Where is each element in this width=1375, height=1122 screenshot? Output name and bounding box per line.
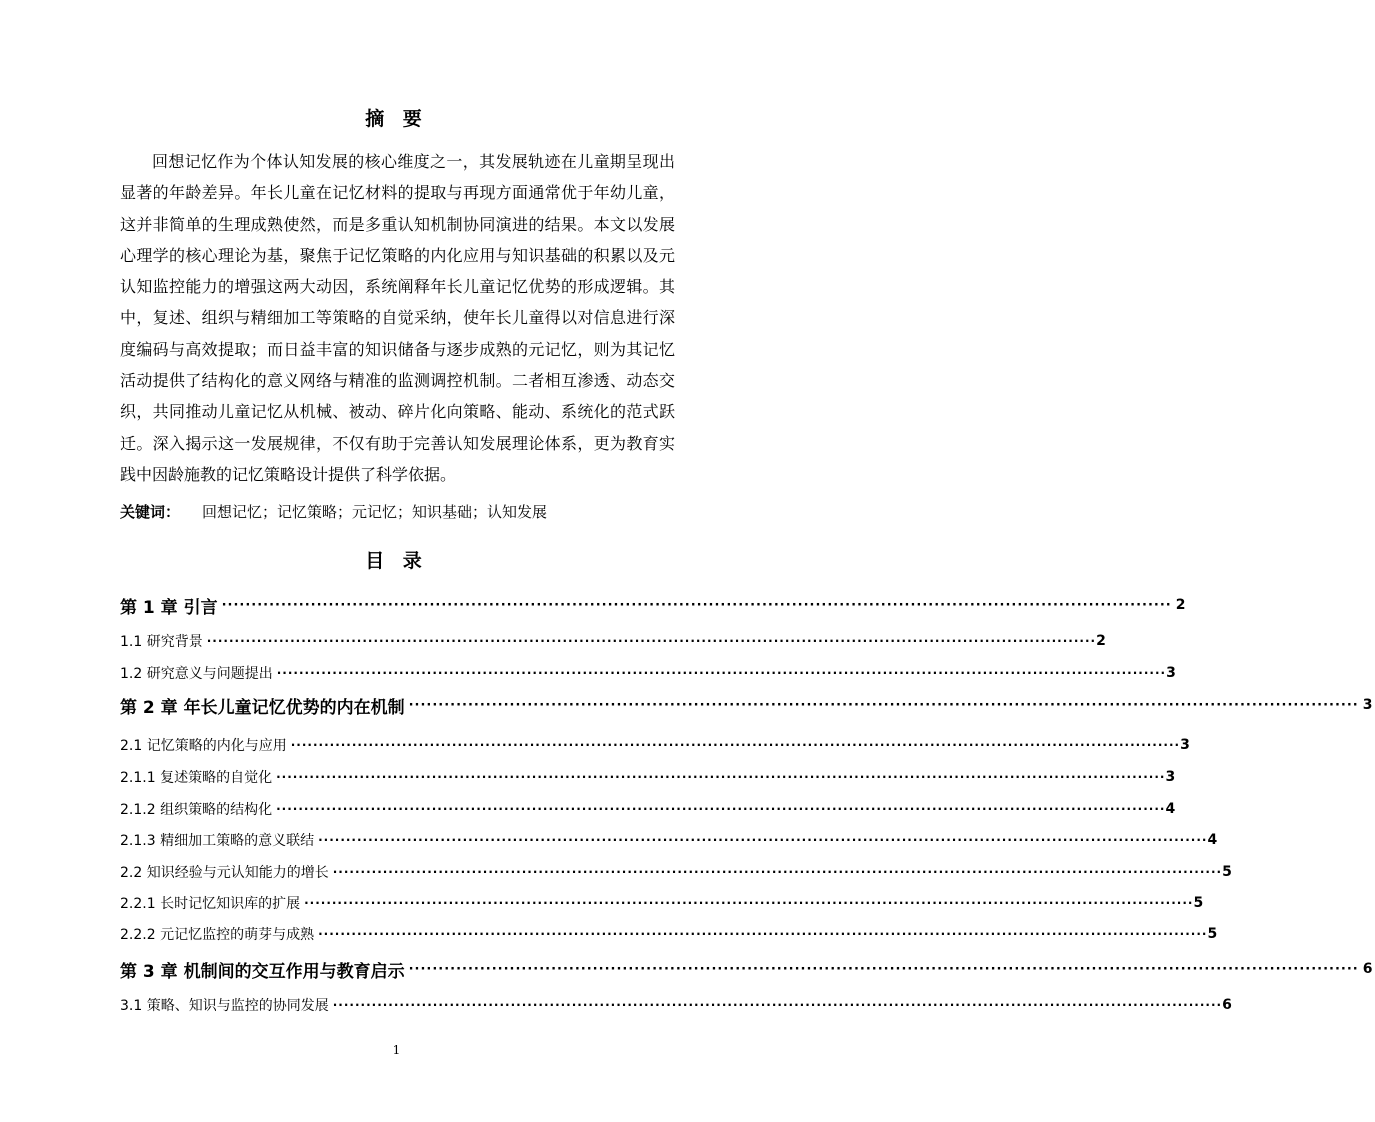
keywords-line — [120, 500, 680, 524]
keywords-list: 回想记忆；记忆策略；元记忆；知识基础；认知发展 — [202, 503, 548, 521]
toc-leader-dots: ································································································································································ — [221, 597, 1172, 613]
toc-section-entry — [120, 628, 1106, 654]
toc-entry-title: 2.2.1 长时记忆知识库的扩展 — [120, 896, 301, 912]
toc-leader-dots: ································································································································································ — [304, 896, 1194, 910]
toc-chapter-entry — [120, 956, 1373, 982]
page-number: 1 — [392, 1043, 401, 1057]
toc-leader-dots: ································································································································································ — [318, 833, 1208, 847]
toc-entry-title: 第 1 章 引言 — [120, 597, 218, 618]
toc-entry-page: 3 — [1362, 697, 1373, 713]
toc-entry-page: 4 — [1165, 801, 1176, 817]
toc-entry-page: 3 — [1180, 737, 1190, 753]
toc-entry-page: 5 — [1207, 926, 1218, 942]
toc-section-entry — [120, 660, 1176, 686]
toc-subsection-entry — [120, 796, 1176, 822]
toc-section-entry — [120, 992, 1232, 1018]
toc-entry-title: 第 3 章 机制间的交互作用与教育启示 — [120, 961, 405, 982]
toc-entry-title: 第 2 章 年长儿童记忆优势的内在机制 — [120, 697, 405, 718]
toc-entry-page: 5 — [1222, 864, 1232, 880]
toc-subsection-entry — [120, 890, 1204, 916]
toc-chapter-entry — [120, 592, 1186, 618]
toc-entry-title: 2.1 记忆策略的内化与应用 — [120, 738, 287, 754]
toc-entry-title: 3.1 策略、知识与监控的协同发展 — [120, 998, 329, 1014]
toc-entry-title: 1.1 研究背景 — [120, 634, 203, 650]
toc-leader-dots: ································································································································································ — [408, 697, 1359, 713]
toc-entry-title: 2.2 知识经验与元认知能力的增长 — [120, 865, 329, 881]
toc-chapter-entry — [120, 692, 1373, 718]
toc-entry-title: 2.1.3 精细加工策略的意义联结 — [120, 833, 315, 849]
toc-leader-dots: ································································································································································ — [290, 738, 1181, 752]
toc-entry-page: 6 — [1222, 997, 1232, 1013]
toc-leader-dots: ································································································································································ — [318, 927, 1208, 941]
toc-leader-dots: ································································································································································ — [206, 634, 1097, 648]
toc-subsection-entry — [120, 764, 1176, 790]
toc-subsection-entry — [120, 827, 1218, 853]
toc-entry-title: 2.1.2 组织策略的结构化 — [120, 802, 273, 818]
toc-leader-dots: ································································································································································ — [332, 998, 1223, 1012]
toc-leader-dots: ································································································································································ — [276, 802, 1166, 816]
toc-subsection-entry — [120, 921, 1218, 947]
toc-leader-dots: ································································································································································ — [332, 865, 1223, 879]
toc-title: 目 录 — [365, 550, 428, 572]
toc-entry-title: 2.2.2 元记忆监控的萌芽与成熟 — [120, 927, 315, 943]
toc-section-entry — [120, 859, 1232, 885]
toc-leader-dots: ································································································································································ — [408, 961, 1359, 977]
toc-entry-page: 6 — [1362, 961, 1373, 977]
toc-section-entry — [120, 732, 1190, 758]
toc-entry-page: 4 — [1207, 832, 1218, 848]
toc-entry-page: 3 — [1166, 665, 1176, 681]
abstract-body — [120, 146, 675, 490]
toc-entry-page: 5 — [1193, 895, 1204, 911]
toc-entry-title: 2.1.1 复述策略的自觉化 — [120, 770, 273, 786]
toc-entry-page: 2 — [1175, 597, 1186, 613]
toc-leader-dots: ································································································································································ — [276, 666, 1167, 680]
toc-leader-dots: ································································································································································ — [276, 770, 1166, 784]
toc-entry-page: 2 — [1096, 633, 1106, 649]
toc-entry-title: 1.2 研究意义与问题提出 — [120, 666, 273, 682]
abstract-title: 摘 要 — [365, 108, 428, 130]
keywords-label: 关键词： — [120, 503, 181, 521]
toc-entry-page: 3 — [1165, 769, 1176, 785]
abstract-paragraph: 回想记忆作为个体认知发展的核心维度之一，其发展轨迹在儿童期呈现出显著的年龄差异。年长儿童在记忆材料的提取与再现方面通常优于年幼儿童，这并非简单的生理成熟使然，而是多重认知机制协同演进的结果。本文以发展心理学的核心理论为基，聚焦于记忆策略的内化应用与知识基础的积累以及元认知监控能力的增强这两大动因，系统阐释年长儿童记忆优势的形成逻辑。其中，复述、组织与精细加工等策略的自觉采纳，使年长儿童得以对信息进行深度编码与高效提取；而日益丰富的知识储备与逐步成熟的元记忆，则为其记忆活动提供了结构化的意义网络与精准的监测调控机制。二者相互渗透、动态交织，共同推动儿童记忆从机械、被动、碎片化向策略、能动、系统化的范式跃迁。深入揭示这一发展规律，不仅有助于完善认知发展理论体系，更为教育实践中因龄施教的记忆策略设计提供了科学依据。 — [120, 152, 675, 484]
